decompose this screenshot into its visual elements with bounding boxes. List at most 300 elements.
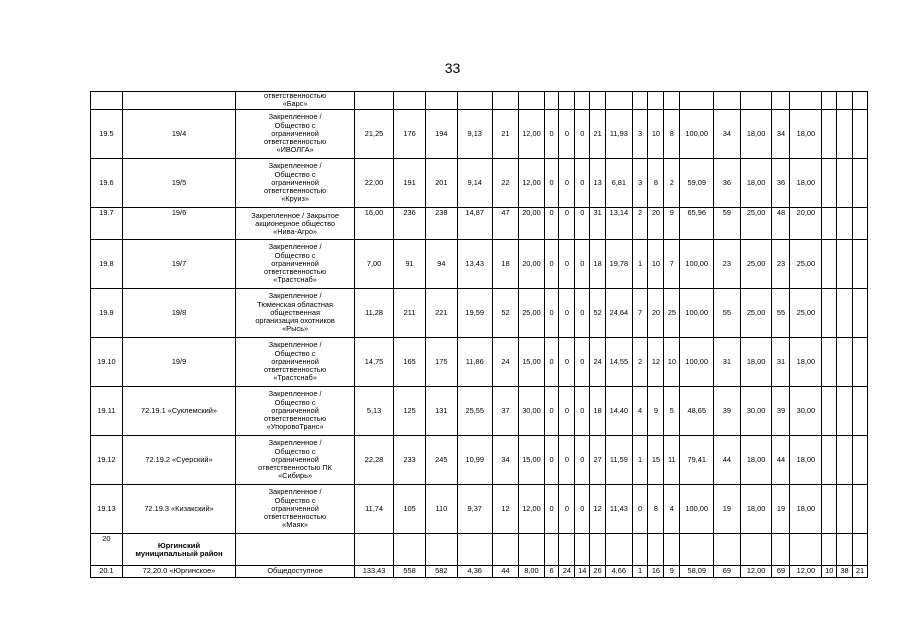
value-cell xyxy=(457,534,492,566)
value-cell: 11,86 xyxy=(457,338,492,387)
text-line: ограниченной xyxy=(271,356,319,366)
value-cell: 0 xyxy=(575,485,590,534)
value-cell: 52 xyxy=(492,289,519,338)
text-line: «Нива-Агро» xyxy=(273,227,318,237)
value-cell: 25,55 xyxy=(457,387,492,436)
value-cell: 14,55 xyxy=(606,338,633,387)
text-line: Закрепленное / Закрытое xyxy=(251,210,339,220)
value-cell xyxy=(822,387,837,436)
value-cell: 0 xyxy=(575,289,590,338)
value-cell: 22 xyxy=(492,159,519,208)
value-cell: 22,28 xyxy=(354,436,393,485)
value-cell: 20,00 xyxy=(519,208,544,240)
value-cell: 25,00 xyxy=(519,289,544,338)
value-cell: 11,43 xyxy=(606,485,633,534)
text-line: «Круиз» xyxy=(281,194,309,204)
value-cell: 0 xyxy=(575,338,590,387)
table-row xyxy=(91,566,868,578)
value-cell: 0 xyxy=(544,289,559,338)
value-cell: 13 xyxy=(590,159,606,208)
value-cell xyxy=(544,92,559,110)
value-cell: 34 xyxy=(772,110,790,159)
text-line: «ИВОЛГА» xyxy=(276,145,314,155)
value-cell: 165 xyxy=(394,338,426,387)
text-line: Общество с xyxy=(274,169,316,179)
value-cell: 65,96 xyxy=(680,208,714,240)
value-cell: 39 xyxy=(772,387,790,436)
text-line: Закрепленное / xyxy=(268,161,322,171)
value-cell: 15,00 xyxy=(519,338,544,387)
value-cell xyxy=(664,534,680,566)
value-cell: 176 xyxy=(394,110,426,159)
value-cell: 2 xyxy=(632,208,648,240)
value-cell xyxy=(680,92,714,110)
value-cell: 12 xyxy=(492,485,519,534)
value-cell: 14,40 xyxy=(606,387,633,436)
value-cell: 18 xyxy=(590,387,606,436)
value-cell: 12 xyxy=(648,338,664,387)
value-cell: 19,59 xyxy=(457,289,492,338)
value-cell xyxy=(425,534,457,566)
value-cell: 0 xyxy=(559,436,575,485)
value-cell: 0 xyxy=(544,240,559,289)
text-line: муниципальный район xyxy=(135,549,223,558)
value-cell xyxy=(853,436,868,485)
value-cell xyxy=(559,534,575,566)
value-cell: 3 xyxy=(632,159,648,208)
value-cell xyxy=(772,534,790,566)
text-line: «Маяк» xyxy=(282,520,308,530)
value-cell xyxy=(632,92,648,110)
value-cell: 44 xyxy=(772,436,790,485)
value-cell: 44 xyxy=(492,566,519,578)
value-cell: 7 xyxy=(664,240,680,289)
value-cell xyxy=(822,534,837,566)
value-cell: 23 xyxy=(714,240,741,289)
value-cell xyxy=(822,485,837,534)
value-cell: 26 xyxy=(590,566,606,578)
value-cell: 94 xyxy=(425,240,457,289)
value-cell: 1 xyxy=(632,436,648,485)
value-cell: 18,00 xyxy=(740,338,772,387)
table-body xyxy=(91,92,868,578)
value-cell: 22,00 xyxy=(354,159,393,208)
text-line: «Сибирь» xyxy=(278,471,313,481)
text-line: ответственностью xyxy=(264,267,327,277)
value-cell: 0 xyxy=(559,289,575,338)
table-row xyxy=(91,110,868,159)
value-cell: 3 xyxy=(632,110,648,159)
value-cell xyxy=(837,240,853,289)
value-cell: 55 xyxy=(772,289,790,338)
value-cell: 1 xyxy=(632,240,648,289)
value-cell: 4,66 xyxy=(606,566,633,578)
table-row xyxy=(91,485,868,534)
value-cell: 236 xyxy=(394,208,426,240)
value-cell: 34 xyxy=(492,436,519,485)
value-cell: 8 xyxy=(664,110,680,159)
value-cell: 0 xyxy=(544,485,559,534)
text-line: Общество с xyxy=(274,397,316,407)
value-cell: 69 xyxy=(714,566,741,578)
value-cell: 8 xyxy=(648,485,664,534)
value-cell: 0 xyxy=(559,485,575,534)
value-cell: 0 xyxy=(544,208,559,240)
ground-name-cell: 72.20.0 «Юргинское» xyxy=(122,566,235,578)
ground-category-user-cell xyxy=(236,436,355,485)
value-cell: 4 xyxy=(664,485,680,534)
value-cell: 47 xyxy=(492,208,519,240)
value-cell: 9 xyxy=(664,566,680,578)
value-cell: 16 xyxy=(648,566,664,578)
value-cell: 125 xyxy=(394,387,426,436)
value-cell xyxy=(837,208,853,240)
value-cell xyxy=(680,534,714,566)
value-cell: 20 xyxy=(648,208,664,240)
value-cell xyxy=(822,338,837,387)
ground-name-cell: 19/9 xyxy=(122,338,235,387)
value-cell: 25 xyxy=(664,289,680,338)
value-cell: 34 xyxy=(714,110,741,159)
value-cell xyxy=(837,534,853,566)
value-cell: 27 xyxy=(590,436,606,485)
value-cell xyxy=(394,534,426,566)
value-cell: 25,00 xyxy=(740,289,772,338)
value-cell: 100,00 xyxy=(680,338,714,387)
value-cell: 9 xyxy=(664,208,680,240)
row-number-cell: 19.5 xyxy=(91,110,123,159)
value-cell: 19 xyxy=(772,485,790,534)
text-line: ответственностью ПК xyxy=(258,463,332,473)
value-cell xyxy=(822,159,837,208)
value-cell: 0 xyxy=(559,208,575,240)
value-cell: 21 xyxy=(492,110,519,159)
value-cell: 59 xyxy=(714,208,741,240)
value-cell: 18 xyxy=(590,240,606,289)
value-cell xyxy=(575,534,590,566)
value-cell xyxy=(853,240,868,289)
value-cell: 175 xyxy=(425,338,457,387)
value-cell xyxy=(822,289,837,338)
value-cell: 20,00 xyxy=(519,240,544,289)
text-line: ограниченной xyxy=(271,258,319,268)
value-cell: 21 xyxy=(590,110,606,159)
text-line: «Трастснаб» xyxy=(273,275,317,285)
value-cell: 23 xyxy=(772,240,790,289)
value-cell: 0 xyxy=(559,387,575,436)
value-cell: 14,87 xyxy=(457,208,492,240)
value-cell: 233 xyxy=(394,436,426,485)
ground-category-user-cell xyxy=(236,159,355,208)
ground-category-user-cell xyxy=(236,534,355,566)
value-cell xyxy=(837,485,853,534)
ground-category-user-cell xyxy=(236,110,355,159)
value-cell xyxy=(853,534,868,566)
value-cell: 25,00 xyxy=(790,240,822,289)
value-cell: 131 xyxy=(425,387,457,436)
value-cell: 12,00 xyxy=(519,159,544,208)
value-cell xyxy=(590,534,606,566)
value-cell xyxy=(853,208,868,240)
value-cell xyxy=(853,289,868,338)
value-cell xyxy=(354,92,393,110)
value-cell xyxy=(606,92,633,110)
row-number-cell: 19.9 xyxy=(91,289,123,338)
value-cell: 31 xyxy=(772,338,790,387)
value-cell: 24 xyxy=(590,338,606,387)
value-cell: 4,36 xyxy=(457,566,492,578)
ground-category-user-cell xyxy=(236,92,355,110)
text-line: Закрепленное / xyxy=(268,389,322,399)
value-cell xyxy=(714,92,741,110)
value-cell: 30,00 xyxy=(790,387,822,436)
value-cell: 11,59 xyxy=(606,436,633,485)
value-cell: 18,00 xyxy=(740,110,772,159)
value-cell xyxy=(648,534,664,566)
value-cell: 100,00 xyxy=(680,485,714,534)
value-cell: 0 xyxy=(544,110,559,159)
value-cell: 0 xyxy=(544,338,559,387)
text-line: Общедоступное xyxy=(267,566,323,576)
value-cell: 11,93 xyxy=(606,110,633,159)
value-cell xyxy=(790,534,822,566)
value-cell: 0 xyxy=(559,338,575,387)
value-cell xyxy=(740,92,772,110)
value-cell: 0 xyxy=(632,485,648,534)
value-cell: 201 xyxy=(425,159,457,208)
ground-name-cell: 72.19.2 «Суерский» xyxy=(122,436,235,485)
value-cell xyxy=(519,92,544,110)
value-cell: 21,25 xyxy=(354,110,393,159)
value-cell: 69 xyxy=(772,566,790,578)
value-cell xyxy=(837,159,853,208)
value-cell: 6,81 xyxy=(606,159,633,208)
value-cell: 9,13 xyxy=(457,110,492,159)
value-cell: 15 xyxy=(648,436,664,485)
value-cell: 245 xyxy=(425,436,457,485)
value-cell: 36 xyxy=(772,159,790,208)
value-cell: 19 xyxy=(714,485,741,534)
value-cell: 31 xyxy=(590,208,606,240)
value-cell: 100,00 xyxy=(680,240,714,289)
text-line: Закрепленное / xyxy=(268,487,322,497)
table-row xyxy=(91,92,868,110)
value-cell: 12,00 xyxy=(790,566,822,578)
value-cell: 0 xyxy=(559,240,575,289)
text-line: ограниченной xyxy=(271,128,319,138)
text-line: Общество с xyxy=(274,446,316,456)
table-row xyxy=(91,289,868,338)
value-cell: 8 xyxy=(648,159,664,208)
value-cell xyxy=(790,92,822,110)
value-cell: 24 xyxy=(492,338,519,387)
text-line: Закрепленное / xyxy=(268,438,322,448)
ground-category-user-cell xyxy=(236,566,355,578)
value-cell xyxy=(837,338,853,387)
value-cell xyxy=(632,534,648,566)
value-cell: 10 xyxy=(648,110,664,159)
value-cell: 10 xyxy=(822,566,837,578)
text-line: ограниченной xyxy=(271,405,319,415)
row-number-cell: 19.7 xyxy=(91,208,123,240)
table-row xyxy=(91,534,868,566)
value-cell: 0 xyxy=(559,110,575,159)
value-cell: 0 xyxy=(575,240,590,289)
value-cell: 110 xyxy=(425,485,457,534)
value-cell: 12,00 xyxy=(519,485,544,534)
value-cell: 48 xyxy=(772,208,790,240)
ground-name-cell: 19/6 xyxy=(122,208,235,240)
value-cell xyxy=(519,534,544,566)
value-cell: 105 xyxy=(394,485,426,534)
value-cell: 30,00 xyxy=(740,387,772,436)
text-line: ответственностью xyxy=(264,365,327,375)
value-cell: 5 xyxy=(664,387,680,436)
value-cell: 9 xyxy=(648,387,664,436)
value-cell: 0 xyxy=(575,110,590,159)
value-cell xyxy=(544,534,559,566)
value-cell xyxy=(853,338,868,387)
value-cell: 38 xyxy=(837,566,853,578)
value-cell: 20,00 xyxy=(790,208,822,240)
ground-category-user-cell xyxy=(236,387,355,436)
value-cell: 11,74 xyxy=(354,485,393,534)
text-line: общественная xyxy=(270,307,320,317)
value-cell xyxy=(714,534,741,566)
value-cell xyxy=(822,436,837,485)
value-cell: 7 xyxy=(632,289,648,338)
text-line: «Барс» xyxy=(282,99,308,109)
text-line: ответственностью xyxy=(264,414,327,424)
value-cell xyxy=(559,92,575,110)
value-cell: 59,09 xyxy=(680,159,714,208)
value-cell xyxy=(590,92,606,110)
value-cell: 6 xyxy=(544,566,559,578)
value-cell: 18 xyxy=(492,240,519,289)
value-cell: 25,00 xyxy=(740,208,772,240)
text-line: Общество с xyxy=(274,348,316,358)
text-line: Закрепленное / xyxy=(268,112,322,122)
value-cell: 48,65 xyxy=(680,387,714,436)
value-cell: 211 xyxy=(394,289,426,338)
value-cell: 25,00 xyxy=(790,289,822,338)
value-cell xyxy=(853,387,868,436)
value-cell: 18,00 xyxy=(790,159,822,208)
value-cell: 25,00 xyxy=(740,240,772,289)
value-cell: 12 xyxy=(590,485,606,534)
value-cell: 0 xyxy=(575,208,590,240)
text-line: ограниченной xyxy=(271,503,319,513)
text-line: Общество с xyxy=(274,250,316,260)
value-cell xyxy=(822,208,837,240)
ground-name-cell: 72.19.1 «Суклемский» xyxy=(122,387,235,436)
value-cell xyxy=(740,534,772,566)
value-cell: 238 xyxy=(425,208,457,240)
row-number-cell: 19.12 xyxy=(91,436,123,485)
text-line: ответственностью xyxy=(264,91,327,100)
value-cell: 0 xyxy=(575,159,590,208)
text-line: Закрепленное / xyxy=(268,242,322,252)
value-cell: 10,99 xyxy=(457,436,492,485)
value-cell: 7,00 xyxy=(354,240,393,289)
value-cell: 37 xyxy=(492,387,519,436)
value-cell: 24 xyxy=(559,566,575,578)
text-line: Общество с xyxy=(274,120,316,130)
text-line: Юргинский xyxy=(157,540,201,550)
value-cell: 91 xyxy=(394,240,426,289)
page-number: 33 xyxy=(444,60,461,76)
text-line: организация охотников xyxy=(255,316,335,326)
value-cell: 194 xyxy=(425,110,457,159)
value-cell: 558 xyxy=(394,566,426,578)
text-line: Закрепленное / xyxy=(268,340,322,350)
value-cell: 2 xyxy=(632,338,648,387)
value-cell: 31 xyxy=(714,338,741,387)
text-line: «УпоровоТранс» xyxy=(266,422,324,432)
value-cell: 36 xyxy=(714,159,741,208)
row-number-cell: 19.8 xyxy=(91,240,123,289)
value-cell xyxy=(853,159,868,208)
value-cell: 21 xyxy=(853,566,868,578)
row-number-cell xyxy=(91,92,123,110)
value-cell: 13,14 xyxy=(606,208,633,240)
value-cell: 18,00 xyxy=(790,436,822,485)
text-line: ограниченной xyxy=(271,454,319,464)
value-cell: 4 xyxy=(632,387,648,436)
text-line: ответственностью xyxy=(264,186,327,196)
value-cell xyxy=(492,92,519,110)
value-cell: 18,00 xyxy=(790,338,822,387)
value-cell: 15,00 xyxy=(519,436,544,485)
ground-category-user-cell xyxy=(236,338,355,387)
row-number-cell: 20.1 xyxy=(91,566,123,578)
value-cell: 52 xyxy=(590,289,606,338)
value-cell: 582 xyxy=(425,566,457,578)
value-cell: 24,64 xyxy=(606,289,633,338)
value-cell xyxy=(822,92,837,110)
value-cell xyxy=(425,92,457,110)
table-row xyxy=(91,387,868,436)
value-cell xyxy=(354,534,393,566)
ground-name-cell: 19/8 xyxy=(122,289,235,338)
value-cell: 133,43 xyxy=(354,566,393,578)
ground-category-user-cell xyxy=(236,289,355,338)
text-line: «Трастснаб» xyxy=(273,373,317,383)
value-cell: 18,00 xyxy=(740,485,772,534)
value-cell: 10 xyxy=(648,240,664,289)
text-line: Закрепленное / xyxy=(268,291,322,301)
value-cell xyxy=(822,240,837,289)
ground-category-user-cell xyxy=(236,240,355,289)
ground-name-cell xyxy=(122,92,235,110)
row-number-cell: 19.13 xyxy=(91,485,123,534)
value-cell: 12,00 xyxy=(519,110,544,159)
value-cell: 9,37 xyxy=(457,485,492,534)
value-cell xyxy=(606,534,633,566)
value-cell xyxy=(457,92,492,110)
row-number-cell: 19.10 xyxy=(91,338,123,387)
row-number-cell: 19.6 xyxy=(91,159,123,208)
value-cell: 30,00 xyxy=(519,387,544,436)
value-cell: 19,78 xyxy=(606,240,633,289)
value-cell xyxy=(822,110,837,159)
value-cell xyxy=(837,289,853,338)
value-cell: 0 xyxy=(575,436,590,485)
value-cell: 18,00 xyxy=(790,110,822,159)
value-cell: 191 xyxy=(394,159,426,208)
value-cell: 20 xyxy=(648,289,664,338)
ground-category-user-cell xyxy=(236,208,355,240)
